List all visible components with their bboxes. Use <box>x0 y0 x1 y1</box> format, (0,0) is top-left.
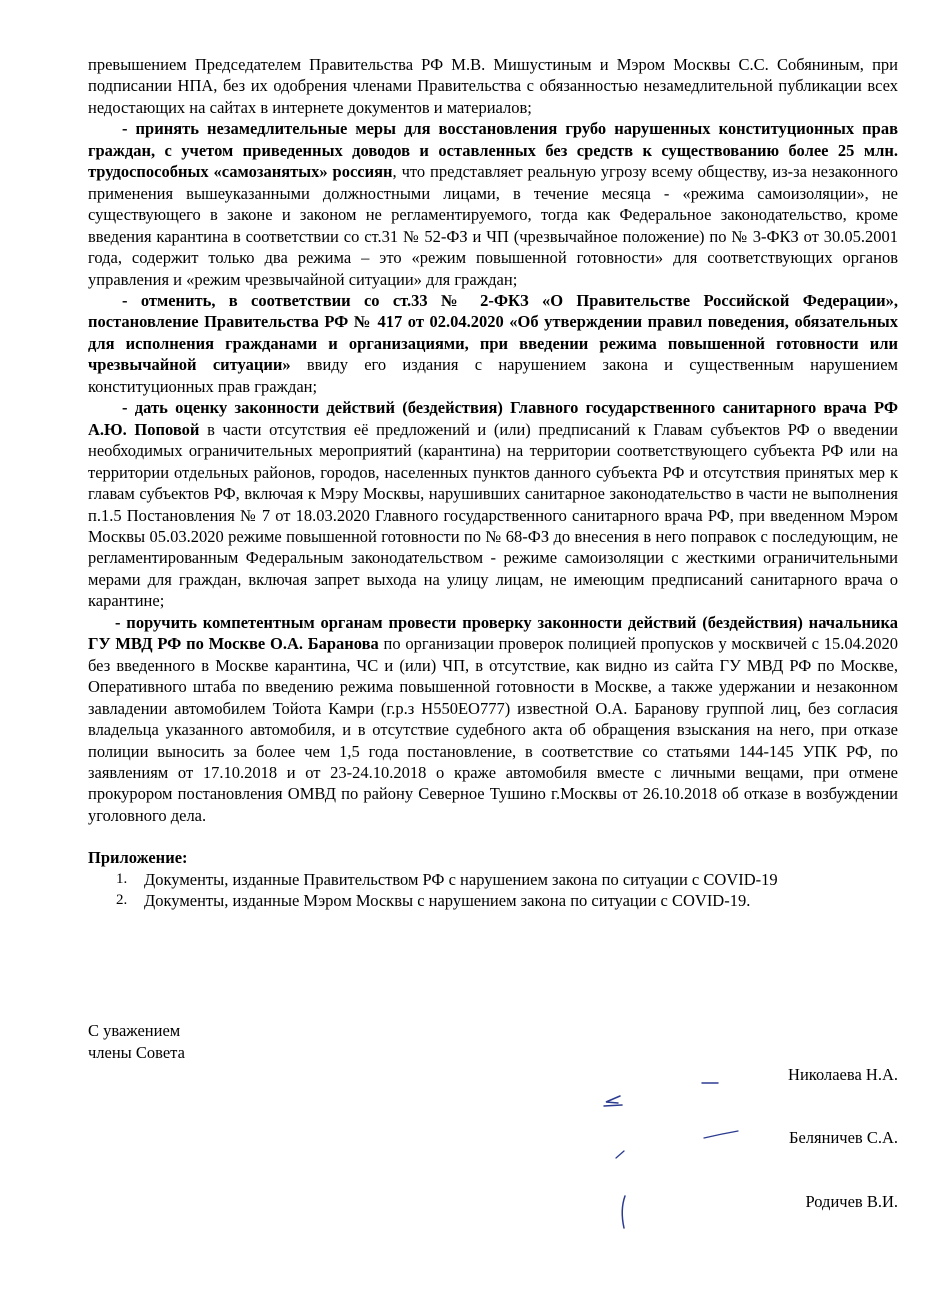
closing-salutation: С уважением <box>88 1021 181 1040</box>
paragraph-3-text: ввиду его издания с нарушением закона и существенным нарушением конституционных прав граждан; <box>88 355 898 396</box>
paragraph-3-bold: - отменить, в соответствии со ст.33 № 2-ФКЗ «О Правительстве Российской Федерации», постановление Правительства РФ № 417 от 02.04.2020 «Об утверждении правил поведения, обязательных для исполнения гражданами и организациями, при введении режима повышенной готовности или чрезвычайной ситуации» <box>88 290 898 375</box>
attachments-title: Приложение: <box>88 848 188 868</box>
signature-mark-2 <box>606 1124 746 1164</box>
paragraph-3 <box>88 290 898 397</box>
attachment-text: Документы, изданные Мэром Москвы с нарушением закона по ситуации с COVID-19. <box>144 891 751 911</box>
paragraph-2 <box>88 118 898 290</box>
letter-body <box>88 54 898 912</box>
paragraph-5 <box>88 612 898 827</box>
paragraph-2-bold: - принять незамедлительные меры для восстановления грубо нарушенных конституционных прав граждан, с учетом приведенных доводов и оставленных без средств к существованию более 25 млн. трудоспособных «самозанятых» россиян <box>88 119 898 182</box>
attachment-number: 2. <box>116 892 128 909</box>
paragraph-4-bold: - дать оценку законности действий (бездействия) Главного государственного санитарного врача РФ А.Ю. Поповой <box>88 398 898 439</box>
paragraph-5-text: по организации проверок полицией пропусков у москвичей с 15.04.2020 без введенного в Москве карантина, ЧС и (или) ЧП, в отсутствие, как видно из сайта ГУ МВД РФ по Москве, Оперативного штаба по введению режима повышенной готовности в Москве, а также удержании и незаконном завладении автомобилем Тойота Камри (г.р.з Н550ЕО777) известной О.А. Баранову группой лиц, без согласия владельца указанного автомобиля, и в отсутствие судебного акта об обращения взыскания на него, при отказе полиции выносить за более чем 1,5 года постановление, в соответствие со статьями 144-145 УПК РФ, по заявлениям от 17.10.2018 и от 23-24.10.2018 о краже автомобиля вместе с личными вещами, при отмене прокурором постановления ОМВД по району Северное Тушино г.Москвы от 26.10.2018 об отказе в возбуждении уголовного дела. <box>88 634 898 825</box>
attachment-text: Документы, изданные Правительством РФ с нарушением закона по ситуации с COVID-19 <box>144 869 778 889</box>
closing-signatories-label: члены Совета <box>88 1043 185 1062</box>
attachments-list <box>88 869 898 912</box>
signer-name-1: Николаева Н.А. <box>788 1065 898 1084</box>
paragraph-4-text: в части отсутствия её предложений и (или) предписаний к Главам субъектов РФ о введении необходимых ограничительных мероприятий (карантина) на территории соответствующего субъекта РФ или на территории отдельных районов, городов, населенных пунктов данного субъекта РФ и отсутствия принятых мер к главам субъектов РФ, включая к Мэру Москвы, нарушивших санитарное законодательство в части не выполнения п.1.5 Постановления № 7 от 18.03.2020 Главного государственного санитарного врача РФ, при введенном Мэром Москвы 05.03.2020 режиме повышенной готовности по № 68-ФЗ до внесения в него поправок с последующим, не регламентированным Федеральным законодательством - режиме самоизоляции с жесткими ограничительными мерами для граждан, включая запрет выхода на улицу лицам, не имеющим предписаний санитарного врача о карантине; <box>88 419 899 611</box>
attachment-item <box>88 869 898 890</box>
paragraph-1 <box>88 54 898 118</box>
paragraph-1-text: превышением Председателем Правительства РФ М.В. Мишустиным и Мэром Москвы С.С. Собяниным, при подписании НПА, без их одобрения членами Правительства с обязанностью незамедлительной публикации всех недостающих на сайтах в интернете документов и материалов; <box>88 55 898 117</box>
paragraph-5-bold: - поручить компетентным органам провести проверку законности действий (бездействия) начальника ГУ МВД РФ по Москве О.А. Баранова <box>88 612 898 654</box>
paragraph-2-text: , что представляет реальную угрозу всему обществу, из-за незаконного применения вышеуказанными должностными лицами, в течение месяца - «режима самоизоляции», не существующего в законе и законом не регламентируемого, тогда как Федеральное законодательство, кроме введения карантина в соответствии со ст.31 № 52-ФЗ и ЧП (чрезвычайное положение) по № 3-ФКЗ от 30.05.2001 года, содержит только два режима – это «режим повышенной готовности» для соответствующих органов управления и «режим чрезвычайной ситуации» для граждан; <box>88 162 898 289</box>
paragraph-4 <box>88 397 898 612</box>
closing-block <box>88 1020 185 1064</box>
attachments-section <box>88 847 898 911</box>
signature-mark-3 <box>612 1190 642 1234</box>
attachment-number: 1. <box>116 870 128 887</box>
signature-mark-1 <box>596 1072 726 1112</box>
signer-name-3: Родичев В.И. <box>805 1192 898 1211</box>
signer-name-2: Беляничев С.А. <box>789 1128 898 1147</box>
attachment-item <box>88 890 898 911</box>
